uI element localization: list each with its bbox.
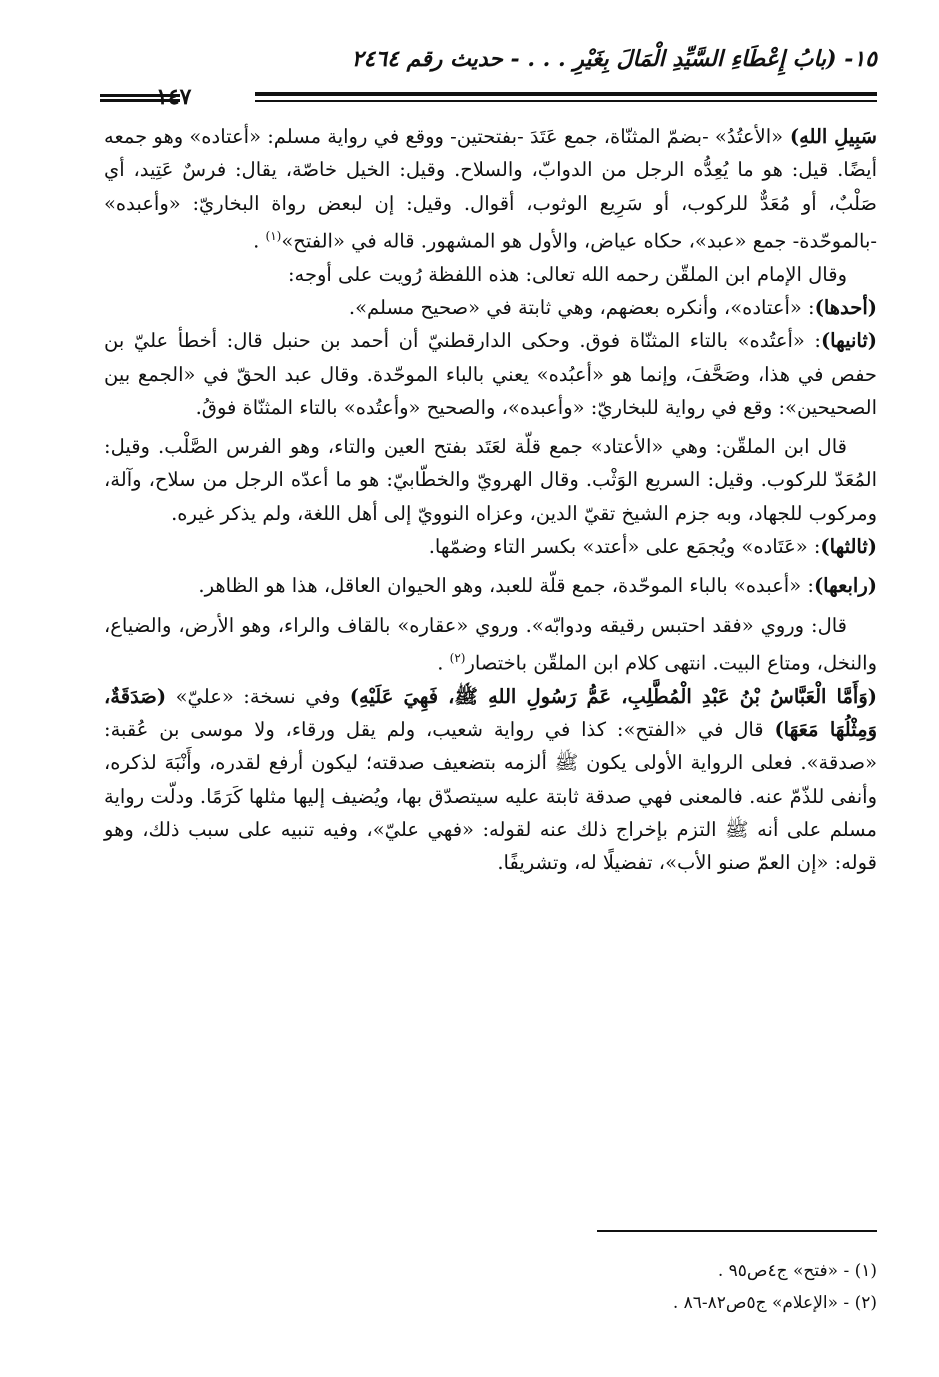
- paragraph: [104, 258, 877, 291]
- footnote-1: (١) - «فتح» ج٤ص٩٥ .: [717, 1261, 877, 1281]
- commentary-text: قال في «الفتح»: كذا في رواية شعيب، ولم يقل ورقاء، ولا موسى بن عُقبة: «صدقة». فعلى الرواية الأولى يكون ﷺ ألزمه بتضعيف صدقته؛ ليكون أرفع لقدره، وأَنْبَهَ لذكره، وأنفى للذّمّ عنه. فالمعنى فهي صدقة ثابتة عليه سيتصدّق بها، ويُضيف إليها مثلها كَرَمًا. ودلّت رواية مسلم على أنه ﷺ التزم بإخراج ذلك عنه لقوله: «فهي عليّ»، وفيه تنبيه على سبب ذلك، وهو قوله: «إن العمّ صنو الأب»، تفضيلًا له، وتشريفًا.: [104, 718, 878, 875]
- commentary-text: قال: وروي «فقد احتبس رقيقه ودوابّه». وروي «عقاره» بالقاف والراء، وهو الأرض، والضياع، والنخل، ومتاع البيت. انتهى كلام ابن الملقّن باختصار: [104, 613, 877, 675]
- chapter-title: ١٥- (بابُ إِعْطَاءِ السَّيِّدِ الْمَالَ بِغَيْرِ . . . - حديث رقم ٢٤٦٤: [351, 46, 877, 72]
- header-rule-long: [255, 92, 877, 102]
- hadith-text: (ثانيها): [820, 329, 877, 353]
- commentary-text: قال ابن الملقّن: وهي «الأعتاد» جمع قلّة لعَتَد بفتح العين والتاء، وهو الفرس الصَّلْب. وقيل: المُعَدّ للركوب. وقيل: السريع الوَثْب. وقال الهرويّ والخطّابيّ: هو ما أعدّه الرجل من سلاح، وآلة، ومركوب للجهاد، وبه جزم الشيخ تقيّ الدين، وعزاه النوويّ إلى أهل اللغة، ولم يذكر غيره.: [104, 435, 877, 525]
- footnote-separator: [597, 1230, 877, 1232]
- footnotes: [104, 1255, 877, 1319]
- paragraph: [104, 324, 877, 424]
- commentary-text: .: [253, 229, 266, 253]
- commentary-text: .: [437, 651, 450, 675]
- commentary-text: : «أعتُده» بالتاء المثنّاة فوق. وحكى الدارقطنيّ أن أحمد بن حنبل قال: أخطأ عليّ بن حفص في هذا، وصَحَّفَ، وإنما هو «أعبُده» يعني بالباء الموحّدة. وقال عبد الحقّ في «الجمع بين الصحيحين»: وقع في رواية للبخاريّ: «وأعبده»، والصحيح «وأعتُده» بالتاء المثنّاة فوقُ.: [104, 329, 877, 419]
- running-header: [100, 46, 877, 110]
- paragraph: [104, 120, 877, 258]
- hadith-text: سَبِيلِ اللهِ): [783, 125, 878, 148]
- commentary-text: وفي نسخة: «عليّ»: [166, 684, 350, 708]
- hadith-text: (صَدَقَةٌ، وَمِثْلُهَا مَعَهَا): [104, 684, 877, 742]
- footnote-2: (٢) - «الإعلام» ج٥ص٨٢-٨٦ .: [672, 1293, 877, 1313]
- body-text: [104, 120, 877, 880]
- commentary-text: : «أعبده» بالباء الموحّدة، جمع قلّة للعبد، وهو الحيوان العاقل، هذا هو الظاهر.: [198, 574, 814, 598]
- page-number: ١٤٧: [156, 84, 192, 110]
- paragraph: [104, 291, 877, 324]
- hadith-text: (وَأَمَّا الْعَبَّاسُ بْنُ عَبْدِ الْمُطَّلِبِ، عَمُّ رَسُولِ اللهِ ﷺ، فَهِيَ عَلَيْهِ): [349, 684, 877, 708]
- commentary-text: «الأعتُدُ» -بضمّ المثنّاة، جمع عَتَدَ -بفتحتين- ووقع في رواية مسلم: «أعتاده» وهو جمعه أيضًا. قيل: هو ما يُعِدُّه الرجل من الدوابّ، والسلاح. وقيل: الخيل خاصّة، يقال: فرسٌ عَتِيد، أي صَلْبٌ، أو مُعَدٌّ للركوب، أو سَرِيع الوثوب، أقوال. وقيل: إن لبعض رواة البخاريّ: «وأعبده» -بالموحّدة- جمع «عبد»، حكاه عياض، والأول هو المشهور. قاله في «الفتح»: [104, 125, 877, 253]
- paragraph: [104, 609, 877, 680]
- commentary-text: وقال الإمام ابن الملقّن رحمه الله تعالى: هذه اللفظة رُويت على أوجه:: [287, 262, 847, 286]
- commentary-text: : «عَتَاده» ويُجمَع على «أعتد» بكسر التاء وضمّها.: [428, 535, 821, 559]
- paragraph: [104, 430, 877, 530]
- commentary-text: : «أعتاده»، وأنكره بعضهم، وهي ثابتة في «صحيح مسلم».: [348, 295, 815, 319]
- footnote-ref: (١): [265, 228, 282, 243]
- hadith-text: (أحدها): [814, 295, 877, 319]
- paragraph: [104, 530, 877, 563]
- hadith-text: (رابعها): [813, 574, 877, 598]
- header-rule-short: [100, 94, 180, 102]
- paragraph: [104, 569, 877, 602]
- footnote-ref: (٢): [449, 650, 466, 665]
- paragraph: [104, 680, 877, 880]
- hadith-text: (ثالثها): [820, 535, 877, 559]
